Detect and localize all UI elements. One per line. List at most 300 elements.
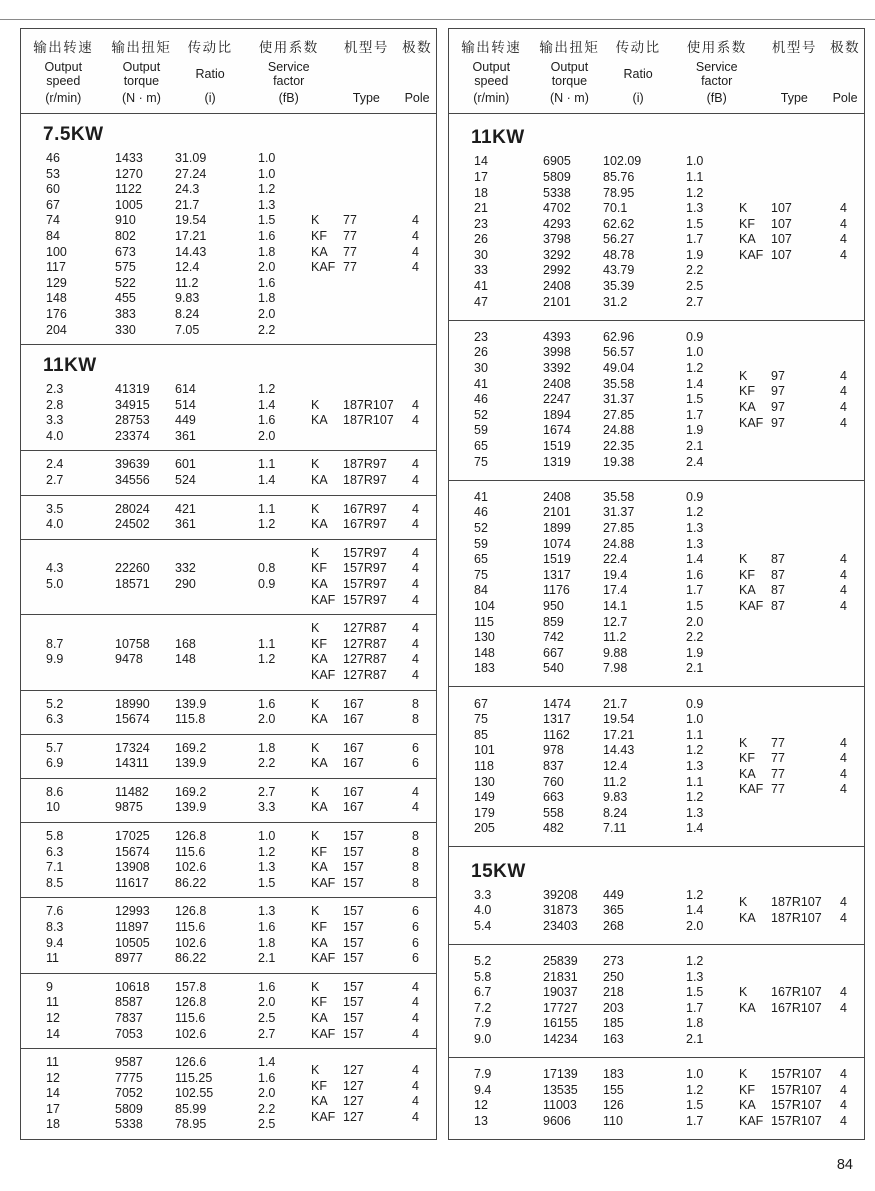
table-row bbox=[474, 1067, 739, 1083]
ratio-cell: 250 bbox=[603, 969, 624, 984]
type-prefix: KA bbox=[311, 1010, 328, 1025]
speed-cell: 118 bbox=[474, 759, 494, 774]
section-title: 15KW bbox=[471, 860, 526, 882]
torque-cell: 910 bbox=[115, 213, 136, 228]
block-content bbox=[21, 382, 436, 444]
header-label-zh: 机型号 bbox=[771, 40, 817, 55]
block-content bbox=[21, 1055, 436, 1133]
header-en-line: factor bbox=[273, 73, 305, 88]
data-rows bbox=[21, 741, 311, 772]
header-unit: Type bbox=[780, 91, 808, 105]
type-prefix: KF bbox=[311, 919, 327, 934]
table-row bbox=[474, 759, 739, 775]
service-factor-cell: 1.6 bbox=[258, 1070, 276, 1085]
speed-cell: 23 bbox=[474, 216, 488, 231]
spec-block bbox=[21, 973, 436, 1048]
speed-cell: 3.3 bbox=[46, 413, 64, 428]
torque-cell: 19037 bbox=[543, 985, 578, 1000]
table-row bbox=[46, 291, 311, 307]
torque-cell: 455 bbox=[115, 291, 136, 306]
table-row bbox=[474, 661, 739, 677]
header-label-zh: 极数 bbox=[830, 40, 861, 55]
data-rows bbox=[21, 457, 311, 488]
type-prefix: K bbox=[311, 397, 320, 412]
service-factor-cell: 1.3 bbox=[258, 904, 276, 919]
speed-cell: 11 bbox=[46, 1055, 59, 1070]
speed-cell: 67 bbox=[46, 197, 60, 212]
ratio-cell: 48.78 bbox=[603, 247, 635, 262]
speed-cell: 47 bbox=[474, 294, 488, 309]
torque-cell: 21831 bbox=[543, 969, 578, 984]
header-label-en bbox=[534, 56, 606, 91]
torque-cell: 1176 bbox=[543, 583, 570, 598]
ratio-cell: 17.21 bbox=[603, 727, 635, 742]
type-prefix: K bbox=[311, 501, 320, 516]
type-model: 157R107 bbox=[771, 1067, 822, 1082]
ratio-cell: 102.6 bbox=[175, 935, 207, 950]
speed-cell: 115 bbox=[474, 614, 494, 629]
ratio-cell: 169.2 bbox=[175, 784, 207, 799]
pole-cell: 4 bbox=[412, 1109, 419, 1124]
type-prefix: KAF bbox=[311, 667, 336, 682]
type-prefix: KA bbox=[311, 576, 328, 591]
torque-cell: 28753 bbox=[115, 413, 150, 428]
table-row bbox=[474, 377, 739, 393]
table-row bbox=[46, 167, 311, 183]
torque-cell: 2101 bbox=[543, 505, 571, 520]
torque-cell: 39639 bbox=[115, 457, 150, 472]
type-row bbox=[311, 593, 432, 609]
table-row bbox=[46, 652, 311, 668]
service-factor-cell: 2.0 bbox=[258, 995, 276, 1010]
pole-cell: 4 bbox=[840, 247, 847, 262]
spec-block bbox=[21, 114, 436, 344]
ratio-cell: 126.8 bbox=[175, 904, 207, 919]
table-row bbox=[46, 756, 311, 772]
header-unit: (N · m) bbox=[549, 91, 589, 105]
table-row bbox=[46, 577, 311, 593]
type-row bbox=[739, 1001, 860, 1017]
torque-cell: 1270 bbox=[115, 166, 143, 181]
type-row bbox=[311, 920, 432, 936]
speed-cell: 46 bbox=[474, 505, 488, 520]
type-model: 187R97 bbox=[343, 473, 387, 488]
type-prefix: KA bbox=[739, 1000, 756, 1015]
header-label-zh: 传动比 bbox=[187, 40, 233, 55]
ratio-cell: 31.2 bbox=[603, 294, 628, 309]
ratio-cell: 102.55 bbox=[175, 1086, 214, 1101]
torque-cell: 5809 bbox=[115, 1101, 143, 1116]
type-row bbox=[739, 232, 860, 248]
header-en-line: speed bbox=[46, 73, 81, 88]
pole-cell: 4 bbox=[412, 1062, 419, 1077]
speed-cell: 18 bbox=[46, 1117, 60, 1132]
ratio-cell: 115.25 bbox=[175, 1070, 213, 1085]
type-row bbox=[311, 741, 432, 757]
ratio-cell: 203 bbox=[603, 1000, 624, 1015]
type-prefix: KAF bbox=[739, 247, 764, 262]
type-row bbox=[311, 800, 432, 816]
table-row bbox=[46, 800, 311, 816]
table-row bbox=[46, 995, 311, 1011]
torque-cell: 2408 bbox=[543, 279, 571, 294]
torque-cell: 1005 bbox=[115, 197, 143, 212]
table-row bbox=[46, 920, 311, 936]
header-en-line: Ratio bbox=[195, 66, 225, 81]
torque-cell: 330 bbox=[115, 322, 136, 337]
type-row bbox=[311, 398, 432, 414]
type-prefix: KA bbox=[311, 800, 328, 815]
type-model: 157 bbox=[343, 875, 364, 890]
type-prefix: KA bbox=[311, 935, 328, 950]
speed-cell: 2.8 bbox=[46, 397, 64, 412]
speed-cell: 148 bbox=[474, 645, 495, 660]
service-factor-cell: 1.2 bbox=[686, 954, 704, 969]
type-row bbox=[739, 248, 860, 264]
header-label-zh: 传动比 bbox=[615, 40, 661, 55]
service-factor-cell: 1.4 bbox=[686, 903, 704, 918]
type-model: 157 bbox=[343, 829, 364, 844]
speed-cell: 179 bbox=[474, 805, 495, 820]
table-row bbox=[474, 505, 739, 521]
table-row bbox=[46, 245, 311, 261]
speed-cell: 18 bbox=[474, 185, 488, 200]
table-row bbox=[474, 615, 739, 631]
type-model: 167R97 bbox=[343, 501, 387, 516]
type-model: 157 bbox=[343, 995, 364, 1010]
table-row bbox=[46, 936, 311, 952]
speed-cell: 26 bbox=[474, 232, 488, 247]
speed-cell: 75 bbox=[474, 567, 488, 582]
ratio-cell: 17.4 bbox=[603, 583, 628, 598]
type-row bbox=[739, 599, 860, 615]
type-model: 157 bbox=[343, 935, 364, 950]
ratio-cell: 70.1 bbox=[603, 201, 628, 216]
table-row bbox=[474, 728, 739, 744]
table-row bbox=[474, 1083, 739, 1099]
torque-cell: 3998 bbox=[543, 345, 571, 360]
type-row bbox=[739, 911, 860, 927]
pole-cell: 8 bbox=[412, 875, 419, 890]
pole-cell: 4 bbox=[840, 1082, 847, 1097]
header-cell bbox=[106, 36, 178, 105]
torque-cell: 3798 bbox=[543, 232, 571, 247]
speed-cell: 5.8 bbox=[46, 829, 64, 844]
header-unit: (fB) bbox=[278, 91, 299, 105]
torque-cell: 11482 bbox=[115, 784, 149, 799]
table-row bbox=[474, 232, 739, 248]
type-model: 157 bbox=[343, 979, 364, 994]
pole-cell: 6 bbox=[412, 919, 419, 934]
table-header bbox=[21, 29, 436, 114]
type-model: 107 bbox=[771, 232, 792, 247]
type-row bbox=[311, 1094, 432, 1110]
ratio-cell: 361 bbox=[175, 517, 196, 532]
header-label-en bbox=[398, 56, 436, 91]
spec-block bbox=[21, 897, 436, 972]
header-cell bbox=[605, 36, 671, 105]
service-factor-cell: 1.6 bbox=[258, 979, 276, 994]
pole-cell: 6 bbox=[412, 740, 419, 755]
ratio-cell: 12.4 bbox=[603, 759, 628, 774]
type-row bbox=[311, 473, 432, 489]
pole-cell: 4 bbox=[840, 232, 847, 247]
service-factor-cell: 1.7 bbox=[686, 1114, 704, 1129]
type-model: 187R107 bbox=[771, 911, 822, 926]
torque-cell: 23374 bbox=[115, 428, 150, 443]
torque-cell: 7775 bbox=[115, 1070, 143, 1085]
pole-cell: 4 bbox=[840, 415, 847, 430]
type-row bbox=[739, 895, 860, 911]
service-factor-cell: 1.8 bbox=[258, 740, 276, 755]
speed-cell: 60 bbox=[46, 182, 60, 197]
torque-cell: 383 bbox=[115, 306, 136, 321]
table-row bbox=[474, 919, 739, 935]
table-row bbox=[46, 307, 311, 323]
type-prefix: KAF bbox=[311, 875, 336, 890]
header-label-en bbox=[449, 56, 534, 91]
table-row bbox=[46, 213, 311, 229]
ratio-cell: 139.9 bbox=[175, 756, 207, 771]
type-list bbox=[311, 502, 436, 533]
pole-cell: 4 bbox=[840, 1114, 847, 1129]
torque-cell: 11617 bbox=[115, 875, 149, 890]
service-factor-cell: 1.6 bbox=[258, 413, 276, 428]
data-rows bbox=[449, 330, 739, 470]
type-model: 167R107 bbox=[771, 1000, 822, 1015]
pole-cell: 4 bbox=[840, 1098, 847, 1113]
service-factor-cell: 1.2 bbox=[686, 1082, 704, 1097]
service-factor-cell: 2.1 bbox=[258, 951, 276, 966]
spec-block bbox=[449, 686, 864, 846]
type-prefix: K bbox=[311, 979, 320, 994]
torque-cell: 14234 bbox=[543, 1032, 578, 1047]
type-model: 167 bbox=[343, 712, 364, 727]
data-rows bbox=[449, 697, 739, 837]
header-en-line: torque bbox=[551, 73, 588, 88]
pole-cell: 6 bbox=[412, 951, 419, 966]
type-list bbox=[739, 1067, 864, 1129]
table-row bbox=[46, 951, 311, 967]
data-rows bbox=[21, 561, 311, 592]
table-row bbox=[474, 985, 739, 1001]
service-factor-cell: 2.0 bbox=[258, 428, 276, 443]
speed-cell: 17 bbox=[474, 169, 488, 184]
block-content bbox=[21, 502, 436, 533]
type-row bbox=[311, 1063, 432, 1079]
speed-cell: 11 bbox=[46, 995, 59, 1010]
type-prefix: KAF bbox=[311, 1109, 336, 1124]
header-cell bbox=[826, 36, 864, 105]
service-factor-cell: 2.0 bbox=[258, 306, 276, 321]
speed-cell: 5.2 bbox=[46, 696, 64, 711]
header-label-zh: 输出扭矩 bbox=[539, 40, 600, 55]
speed-cell: 30 bbox=[474, 247, 488, 262]
service-factor-cell: 1.9 bbox=[686, 247, 704, 262]
service-factor-cell: 1.0 bbox=[258, 166, 276, 181]
type-prefix: K bbox=[311, 829, 320, 844]
service-factor-cell: 2.0 bbox=[258, 712, 276, 727]
speed-cell: 4.0 bbox=[46, 428, 64, 443]
header-label-en bbox=[826, 56, 864, 91]
type-row bbox=[739, 1114, 860, 1130]
ratio-cell: 21.7 bbox=[175, 197, 200, 212]
ratio-cell: 27.85 bbox=[603, 407, 635, 422]
type-model: 157R107 bbox=[771, 1082, 822, 1097]
header-unit: Pole bbox=[832, 91, 858, 105]
ratio-cell: 9.83 bbox=[603, 790, 628, 805]
service-factor-cell: 2.2 bbox=[686, 263, 704, 278]
service-factor-cell: 2.7 bbox=[258, 1026, 276, 1041]
ratio-cell: 19.54 bbox=[603, 712, 635, 727]
ratio-cell: 78.95 bbox=[603, 185, 635, 200]
header-cell bbox=[398, 36, 436, 105]
torque-cell: 5338 bbox=[543, 185, 571, 200]
service-factor-cell: 1.2 bbox=[686, 887, 704, 902]
pole-cell: 4 bbox=[412, 228, 419, 243]
type-prefix: KF bbox=[739, 567, 755, 582]
service-factor-cell: 1.5 bbox=[686, 1098, 704, 1113]
type-list bbox=[739, 552, 864, 614]
service-factor-cell: 1.1 bbox=[686, 774, 704, 789]
table-body bbox=[449, 114, 864, 1139]
speed-cell: 9.0 bbox=[474, 1032, 492, 1047]
type-model: 107 bbox=[771, 216, 792, 231]
type-list bbox=[311, 741, 436, 772]
torque-cell: 9606 bbox=[543, 1114, 571, 1129]
torque-cell: 859 bbox=[543, 614, 564, 629]
speed-cell: 12 bbox=[474, 1098, 488, 1113]
type-prefix: KF bbox=[739, 1082, 755, 1097]
type-model: 167 bbox=[343, 696, 364, 711]
table-row bbox=[474, 552, 739, 568]
torque-cell: 7052 bbox=[115, 1086, 143, 1101]
torque-cell: 17025 bbox=[115, 829, 150, 844]
ratio-cell: 524 bbox=[175, 473, 196, 488]
torque-cell: 950 bbox=[543, 599, 564, 614]
data-rows bbox=[21, 502, 311, 533]
spec-block bbox=[21, 690, 436, 734]
speed-cell: 75 bbox=[474, 712, 488, 727]
service-factor-cell: 2.0 bbox=[258, 260, 276, 275]
service-factor-cell: 0.9 bbox=[686, 329, 704, 344]
speed-cell: 7.9 bbox=[474, 1016, 492, 1031]
type-list bbox=[739, 201, 864, 263]
ratio-cell: 168 bbox=[175, 636, 196, 651]
table-row bbox=[46, 182, 311, 198]
speed-cell: 84 bbox=[46, 228, 60, 243]
table-row bbox=[474, 423, 739, 439]
type-row bbox=[311, 457, 432, 473]
torque-cell: 522 bbox=[115, 275, 136, 290]
ratio-cell: 11.2 bbox=[603, 630, 627, 645]
ratio-cell: 35.58 bbox=[603, 376, 635, 391]
type-model: 167 bbox=[343, 756, 364, 771]
torque-cell: 17727 bbox=[543, 1000, 578, 1015]
type-prefix: KA bbox=[311, 517, 328, 532]
torque-cell: 4393 bbox=[543, 329, 571, 344]
speed-cell: 5.0 bbox=[46, 576, 64, 591]
service-factor-cell: 1.5 bbox=[686, 985, 704, 1000]
block-content bbox=[21, 621, 436, 683]
ratio-cell: 8.24 bbox=[603, 805, 628, 820]
type-row bbox=[311, 561, 432, 577]
pole-cell: 6 bbox=[412, 904, 419, 919]
type-row bbox=[311, 1011, 432, 1027]
torque-cell: 1894 bbox=[543, 407, 571, 422]
type-model: 107 bbox=[771, 201, 792, 216]
data-rows bbox=[449, 154, 739, 310]
torque-cell: 742 bbox=[543, 630, 564, 645]
table-row bbox=[474, 583, 739, 599]
ratio-cell: 421 bbox=[175, 501, 196, 516]
torque-cell: 10758 bbox=[115, 636, 150, 651]
speed-cell: 53 bbox=[46, 166, 60, 181]
torque-cell: 3292 bbox=[543, 247, 571, 262]
service-factor-cell: 1.8 bbox=[258, 291, 276, 306]
type-row bbox=[311, 502, 432, 518]
type-row bbox=[311, 517, 432, 533]
header-label-zh: 输出转速 bbox=[33, 40, 94, 55]
ratio-cell: 9.83 bbox=[175, 291, 200, 306]
type-prefix: K bbox=[739, 201, 748, 216]
service-factor-cell: 1.2 bbox=[258, 844, 276, 859]
table-body bbox=[21, 114, 436, 1139]
data-rows bbox=[21, 980, 311, 1042]
ratio-cell: 85.99 bbox=[175, 1101, 207, 1116]
type-row bbox=[311, 829, 432, 845]
type-list bbox=[311, 980, 436, 1042]
service-factor-cell: 1.0 bbox=[258, 829, 276, 844]
speed-cell: 9.9 bbox=[46, 652, 64, 667]
type-row bbox=[739, 1067, 860, 1083]
torque-cell: 663 bbox=[543, 790, 564, 805]
speed-cell: 23 bbox=[474, 329, 488, 344]
service-factor-cell: 2.1 bbox=[686, 661, 704, 676]
type-prefix: KF bbox=[739, 751, 755, 766]
torque-cell: 22260 bbox=[115, 561, 150, 576]
header-cell bbox=[335, 36, 399, 105]
header-en-line: Service bbox=[267, 59, 310, 74]
type-model: 157 bbox=[343, 1026, 364, 1041]
service-factor-cell: 1.2 bbox=[258, 517, 276, 532]
service-factor-cell: 1.8 bbox=[686, 1016, 704, 1031]
spec-block bbox=[449, 114, 864, 320]
header-cell bbox=[763, 36, 827, 105]
header-unit: (r/min) bbox=[45, 91, 82, 105]
type-prefix: K bbox=[739, 735, 748, 750]
section-title: 7.5KW bbox=[43, 123, 104, 145]
table-row bbox=[474, 954, 739, 970]
pole-cell: 4 bbox=[412, 652, 419, 667]
pole-cell: 4 bbox=[840, 384, 847, 399]
speed-cell: 9 bbox=[46, 979, 53, 994]
ratio-cell: 12.7 bbox=[603, 614, 628, 629]
type-prefix: KA bbox=[739, 766, 756, 781]
table-row bbox=[474, 821, 739, 837]
type-row bbox=[311, 980, 432, 996]
speed-cell: 204 bbox=[46, 322, 67, 337]
type-model: 157 bbox=[343, 860, 364, 875]
pole-cell: 4 bbox=[412, 1026, 419, 1041]
header-label-zh: 使用系数 bbox=[258, 40, 319, 55]
header-unit: Pole bbox=[404, 91, 430, 105]
type-row bbox=[739, 583, 860, 599]
speed-cell: 7.6 bbox=[46, 904, 64, 919]
torque-cell: 7053 bbox=[115, 1026, 143, 1041]
type-prefix: KA bbox=[311, 413, 328, 428]
service-factor-cell: 2.2 bbox=[686, 630, 704, 645]
